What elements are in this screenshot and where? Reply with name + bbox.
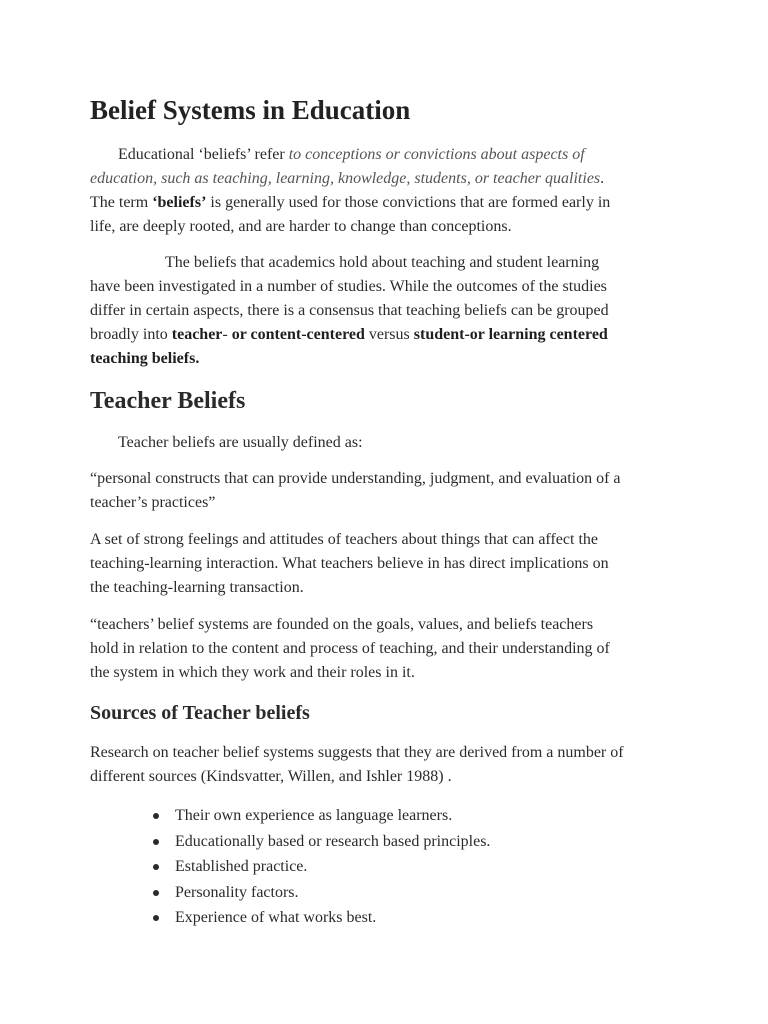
document-title: Belief Systems in Education bbox=[90, 95, 411, 125]
sources-intro-line2: different sources (Kindsvatter, Willen, and Ishler 1988) . bbox=[90, 768, 452, 785]
intro-line3-bold: ‘beliefs’ bbox=[152, 194, 207, 211]
bullet-icon bbox=[153, 813, 159, 819]
heading-sources: Sources of Teacher beliefs bbox=[90, 702, 310, 724]
list-item bbox=[90, 829, 680, 855]
intro-period: . bbox=[600, 170, 605, 187]
bullet-icon bbox=[153, 864, 159, 870]
sources-list bbox=[90, 803, 680, 931]
intro-italic-2: education, such as teaching, learning, knowledge, students, or teacher qualities bbox=[90, 170, 601, 187]
para2-bold-content: or content-centered bbox=[231, 326, 365, 343]
feelings-paragraph bbox=[90, 528, 680, 600]
feelings-line1: A set of strong feelings and attitudes of teachers about things that can affect the bbox=[90, 531, 598, 548]
list-item-text: Established practice. bbox=[175, 858, 308, 875]
quote2-line3: the system in which they work and their roles in it. bbox=[90, 664, 415, 681]
feelings-line2: teaching-learning interaction. What teachers believe in has direct implications on bbox=[90, 555, 609, 572]
bullet-icon bbox=[153, 890, 159, 896]
quote2-paragraph bbox=[90, 613, 680, 685]
intro-paragraph bbox=[90, 143, 680, 239]
list-item bbox=[90, 905, 680, 931]
intro-line3-post: is generally used for those convictions that are formed early in bbox=[206, 194, 611, 211]
quote1-paragraph bbox=[90, 467, 680, 515]
bullet-icon bbox=[153, 839, 159, 845]
para2-bold-teacher: teacher bbox=[171, 326, 223, 343]
para2-line1: The beliefs that academics hold about teaching and student learning bbox=[165, 254, 600, 271]
defined-as-line: Teacher beliefs are usually defined as: bbox=[118, 434, 363, 451]
list-item-text: Their own experience as language learners. bbox=[175, 807, 453, 824]
intro-line3-pre: The term bbox=[90, 194, 153, 211]
para2-line3: differ in certain aspects, there is a consensus that teaching beliefs can be grouped bbox=[90, 302, 609, 319]
list-item bbox=[90, 880, 680, 906]
para2-line2: have been investigated in a number of studies. While the outcomes of the studies bbox=[90, 278, 607, 295]
quote2-line1: “teachers’ belief systems are founded on the goals, values, and beliefs teachers bbox=[90, 616, 594, 633]
list-item-text: Personality factors. bbox=[175, 883, 299, 901]
quote2-line2: hold in relation to the content and process of teaching, and their understanding of bbox=[90, 640, 610, 657]
list-item-text: Experience of what works best. bbox=[175, 909, 377, 926]
intro-lead: Educational ‘beliefs’ refer bbox=[118, 146, 289, 163]
para2-line4-mid2: versus bbox=[364, 326, 414, 343]
beliefs-paragraph bbox=[90, 251, 680, 371]
list-item-text: Educationally based or research based principles. bbox=[175, 832, 491, 850]
para2-line4-pre: broadly into bbox=[90, 326, 172, 343]
heading-teacher-beliefs: Teacher Beliefs bbox=[90, 388, 246, 414]
bullet-icon bbox=[153, 915, 159, 921]
sources-intro-line1: Research on teacher belief systems suggests that they are derived from a number of bbox=[90, 744, 624, 761]
feelings-line3: the teaching-learning transaction. bbox=[90, 579, 304, 596]
para2-bold-student: student-or learning centered bbox=[413, 326, 608, 343]
quote1-line1: “personal constructs that can provide understanding, judgment, and evaluation of a bbox=[90, 470, 621, 487]
para2-line5-bold: teaching beliefs. bbox=[90, 350, 200, 367]
quote1-line2: teacher’s practices” bbox=[90, 494, 216, 511]
intro-line4: life, are deeply rooted, and are harder to change than conceptions. bbox=[90, 218, 512, 235]
intro-italic-1: to conceptions or convictions about aspects of bbox=[288, 146, 585, 163]
defined-as-paragraph bbox=[90, 431, 680, 455]
list-item bbox=[90, 803, 680, 829]
para2-line4-mid1: - bbox=[222, 326, 232, 343]
sources-intro-paragraph bbox=[90, 741, 680, 789]
list-item bbox=[90, 854, 680, 880]
